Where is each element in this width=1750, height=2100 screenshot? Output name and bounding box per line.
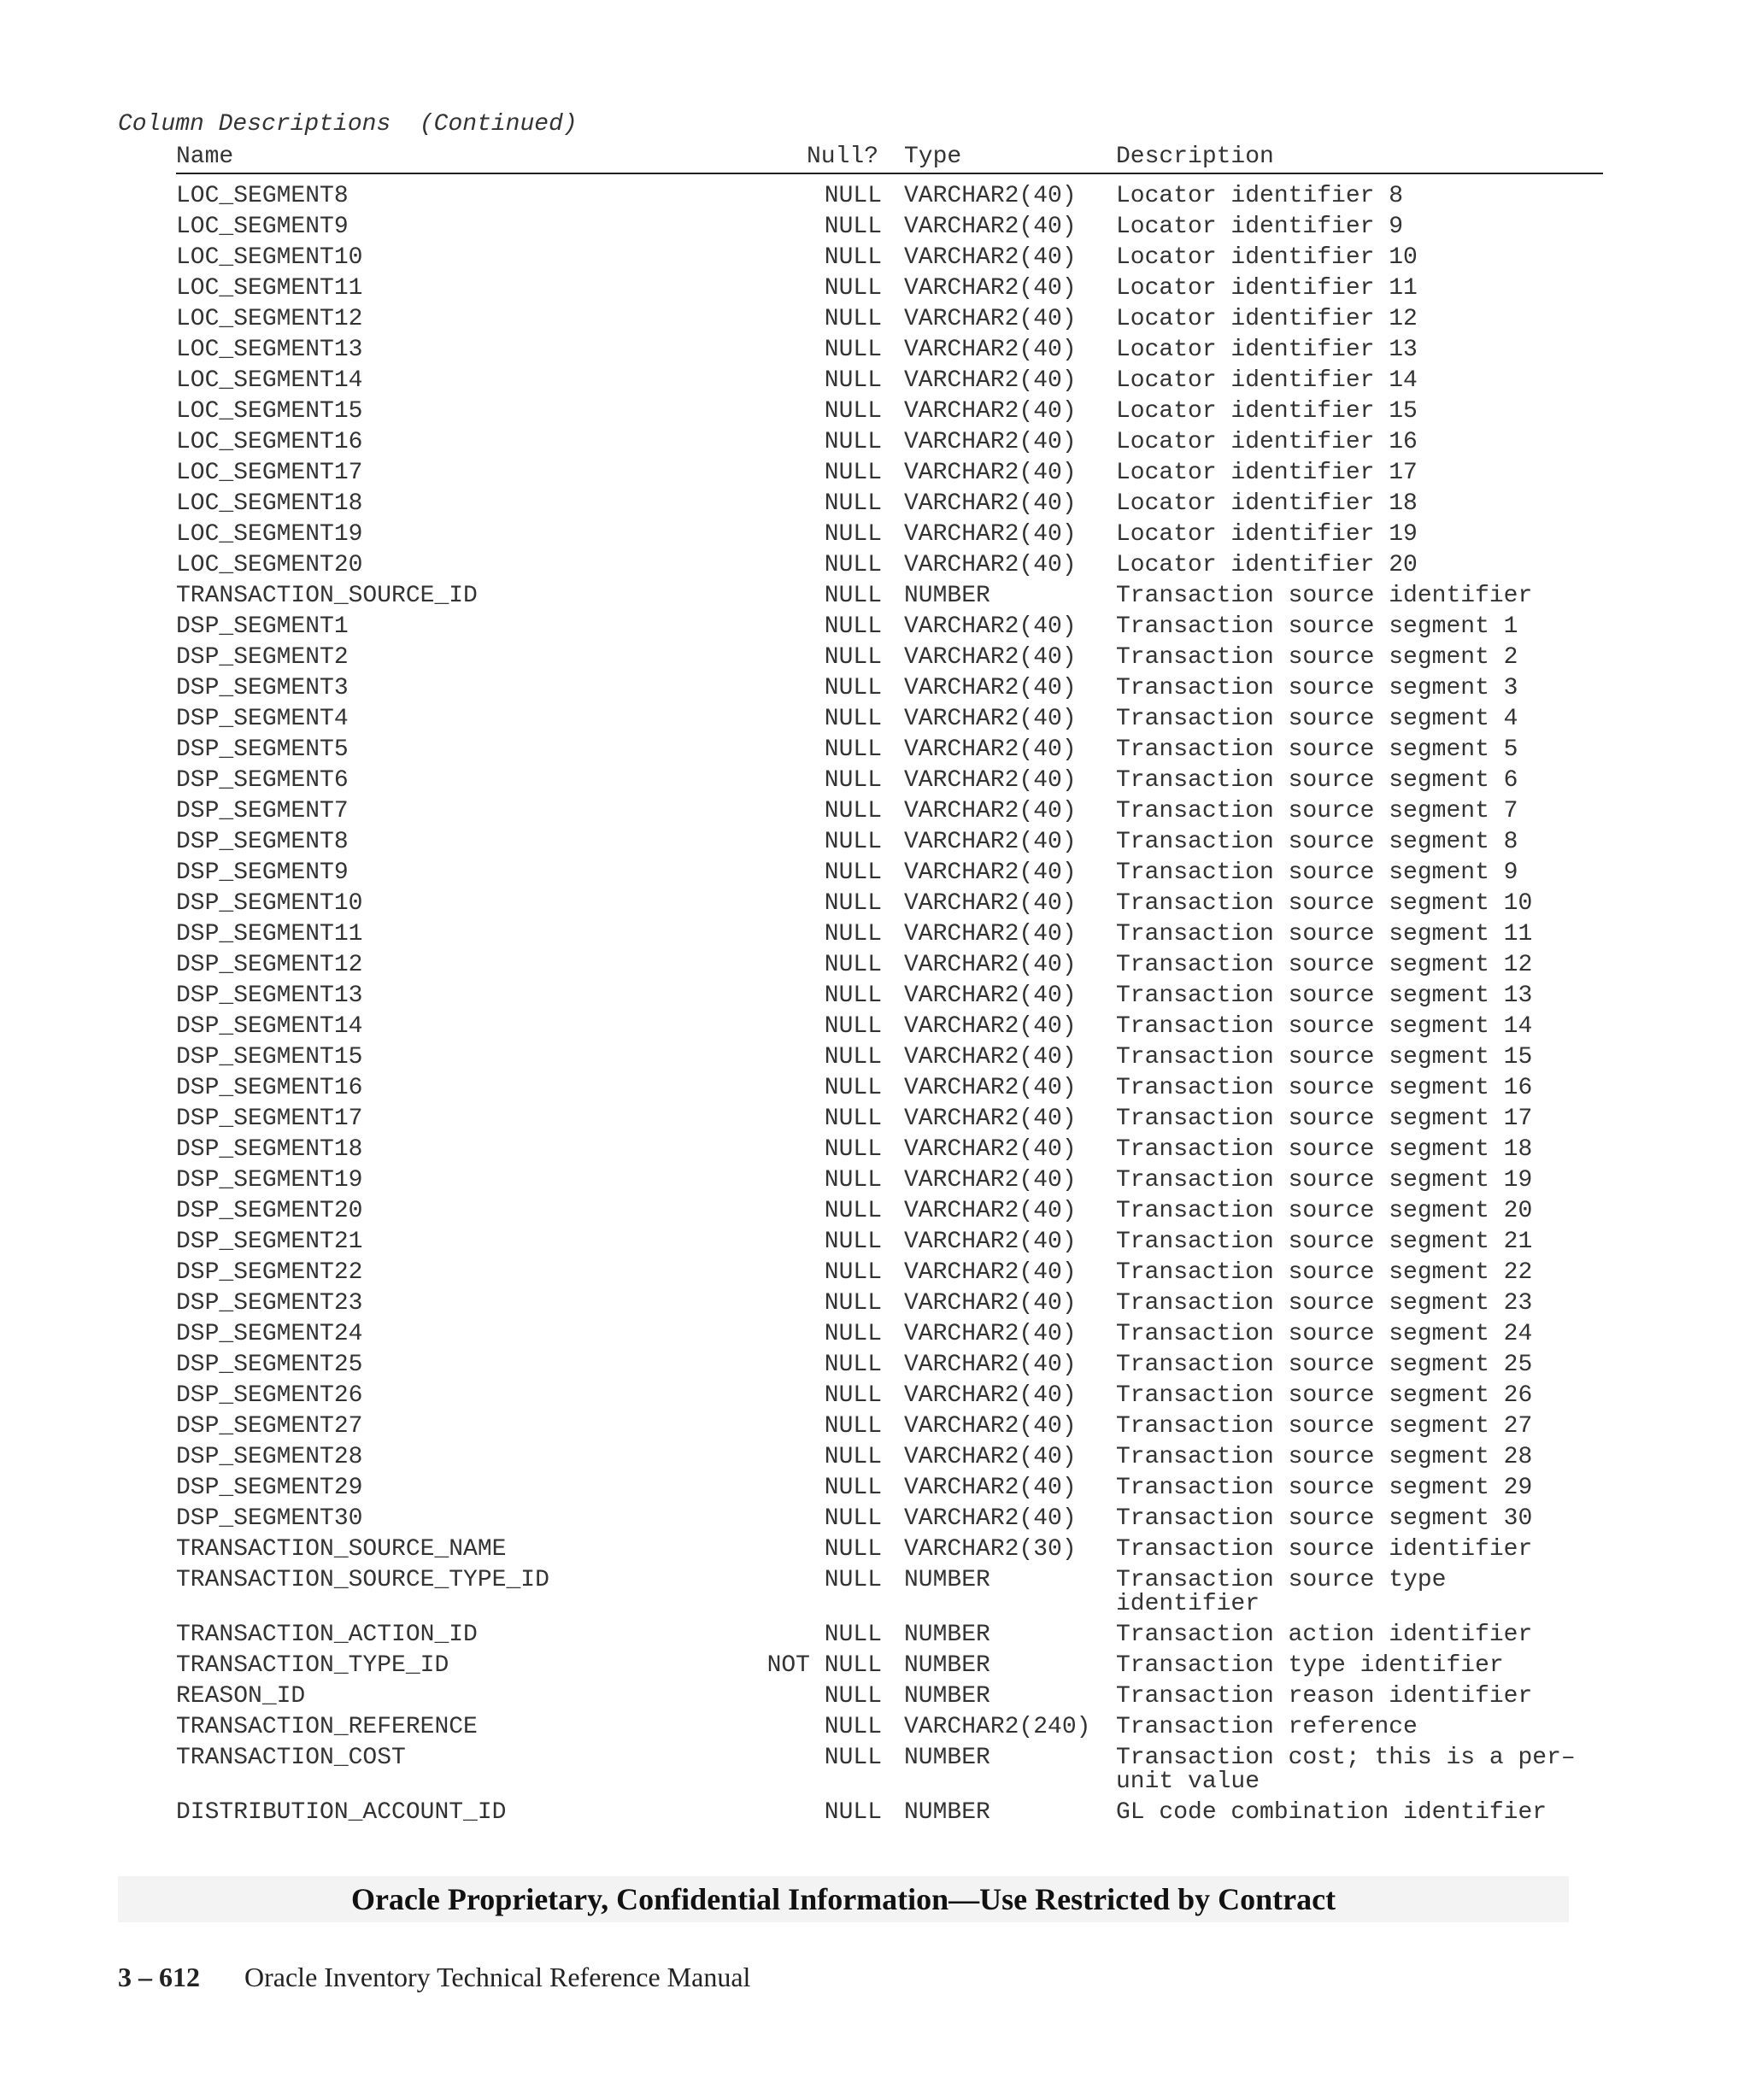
column-name-cell: LOC_SEGMENT12 <box>176 306 363 332</box>
description-cell: Transaction source segment 14 <box>1116 1013 1533 1040</box>
table-row <box>176 1446 1603 1476</box>
table-row <box>176 615 1603 646</box>
table-row <box>176 1138 1603 1169</box>
type-cell: VARCHAR2(40) <box>904 675 1077 701</box>
table-row <box>176 215 1603 246</box>
null-cell: NULL <box>824 367 882 394</box>
description-cell: Transaction source segment 10 <box>1116 890 1533 917</box>
column-name-cell: LOC_SEGMENT16 <box>176 429 363 455</box>
column-name-cell: DSP_SEGMENT11 <box>176 921 363 947</box>
null-cell: NULL <box>824 829 882 855</box>
type-cell: VARCHAR2(40) <box>904 429 1077 455</box>
column-name-cell: TRANSACTION_SOURCE_ID <box>176 583 478 609</box>
description-cell: GL code combination identifier <box>1116 1799 1547 1826</box>
type-cell: VARCHAR2(40) <box>904 736 1077 763</box>
confidentiality-banner <box>118 1876 1569 1922</box>
column-name-cell: DSP_SEGMENT24 <box>176 1321 363 1347</box>
column-name-cell: DSP_SEGMENT10 <box>176 890 363 917</box>
table-row <box>176 677 1603 707</box>
table-row <box>176 400 1603 431</box>
table-row <box>176 1569 1603 1623</box>
table-row <box>176 554 1603 584</box>
type-cell: VARCHAR2(40) <box>904 367 1077 394</box>
description-cell: Transaction source segment 19 <box>1116 1167 1533 1194</box>
description-cell: Transaction source type identifier <box>1116 1567 1447 1617</box>
type-cell: VARCHAR2(40) <box>904 798 1077 824</box>
null-cell: NULL <box>824 1505 882 1532</box>
description-cell: Locator identifier 10 <box>1116 244 1418 271</box>
table-row <box>176 1507 1603 1538</box>
description-cell: Locator identifier 18 <box>1116 490 1418 517</box>
type-cell: VARCHAR2(40) <box>904 1321 1077 1347</box>
column-name-cell: DSP_SEGMENT21 <box>176 1229 363 1255</box>
table-row <box>176 584 1603 615</box>
description-cell: Transaction source segment 17 <box>1116 1106 1533 1132</box>
description-cell: Transaction type identifier <box>1116 1652 1504 1679</box>
type-cell: VARCHAR2(40) <box>904 890 1077 917</box>
column-name-cell: LOC_SEGMENT13 <box>176 337 363 363</box>
table-row <box>176 461 1603 492</box>
null-cell: NULL <box>824 244 882 271</box>
description-cell: Locator identifier 16 <box>1116 429 1418 455</box>
description-cell: Transaction source segment 5 <box>1116 736 1518 763</box>
type-cell: VARCHAR2(40) <box>904 829 1077 855</box>
type-cell: VARCHAR2(40) <box>904 552 1077 578</box>
table-row <box>176 1685 1603 1716</box>
null-cell: NULL <box>824 1136 882 1163</box>
column-name-cell: LOC_SEGMENT19 <box>176 521 363 548</box>
type-cell: VARCHAR2(40) <box>904 1290 1077 1317</box>
null-cell: NULL <box>824 1683 882 1710</box>
table-row <box>176 1230 1603 1261</box>
null-cell: NULL <box>824 859 882 886</box>
table-row <box>176 1716 1603 1746</box>
table-row <box>176 1353 1603 1384</box>
column-descriptions-table <box>176 185 1603 1832</box>
description-cell: Transaction source segment 21 <box>1116 1229 1533 1255</box>
column-name-cell: LOC_SEGMENT8 <box>176 183 349 209</box>
description-cell: Transaction source segment 25 <box>1116 1352 1533 1378</box>
description-cell: Transaction source segment 30 <box>1116 1505 1533 1532</box>
table-row <box>176 185 1603 215</box>
null-cell: NULL <box>824 306 882 332</box>
description-cell: Locator identifier 13 <box>1116 337 1418 363</box>
table-row <box>176 1801 1603 1832</box>
type-cell: VARCHAR2(40) <box>904 983 1077 1009</box>
type-cell: VARCHAR2(40) <box>904 398 1077 425</box>
description-cell: Transaction cost; this is a per–unit value <box>1116 1745 1576 1795</box>
type-cell: VARCHAR2(40) <box>904 1044 1077 1071</box>
column-name-cell: LOC_SEGMENT14 <box>176 367 363 394</box>
table-row <box>176 369 1603 400</box>
description-cell: Locator identifier 17 <box>1116 460 1418 486</box>
type-cell: VARCHAR2(40) <box>904 183 1077 209</box>
column-name-cell: DSP_SEGMENT18 <box>176 1136 363 1163</box>
table-row <box>176 984 1603 1015</box>
column-name-cell: DSP_SEGMENT25 <box>176 1352 363 1378</box>
description-cell: Transaction source segment 3 <box>1116 675 1518 701</box>
type-cell: NUMBER <box>904 583 990 609</box>
column-name-cell: TRANSACTION_ACTION_ID <box>176 1622 478 1648</box>
column-name-cell: DSP_SEGMENT3 <box>176 675 349 701</box>
type-cell: VARCHAR2(40) <box>904 306 1077 332</box>
null-cell: NOT NULL <box>766 1652 882 1679</box>
type-cell: VARCHAR2(40) <box>904 275 1077 302</box>
null-cell: NULL <box>824 1536 882 1563</box>
null-cell: NULL <box>824 1475 882 1501</box>
null-cell: NULL <box>824 613 882 640</box>
null-cell: NULL <box>824 706 882 732</box>
type-cell: VARCHAR2(40) <box>904 1259 1077 1286</box>
table-row <box>176 308 1603 338</box>
null-cell: NULL <box>824 1622 882 1648</box>
column-name-cell: DISTRIBUTION_ACCOUNT_ID <box>176 1799 507 1826</box>
column-name-cell: DSP_SEGMENT6 <box>176 767 349 794</box>
type-cell: VARCHAR2(40) <box>904 1475 1077 1501</box>
description-cell: Locator identifier 9 <box>1116 214 1404 240</box>
column-name-cell: DSP_SEGMENT5 <box>176 736 349 763</box>
null-cell: NULL <box>824 337 882 363</box>
column-name-cell: LOC_SEGMENT18 <box>176 490 363 517</box>
description-cell: Transaction source segment 18 <box>1116 1136 1533 1163</box>
table-row <box>176 800 1603 830</box>
null-cell: NULL <box>824 1198 882 1224</box>
type-cell: VARCHAR2(40) <box>904 1382 1077 1409</box>
type-cell: VARCHAR2(40) <box>904 214 1077 240</box>
column-name-cell: LOC_SEGMENT20 <box>176 552 363 578</box>
type-cell: VARCHAR2(40) <box>904 644 1077 671</box>
table-row <box>176 861 1603 892</box>
description-cell: Transaction source segment 28 <box>1116 1444 1533 1470</box>
table-row <box>176 1654 1603 1685</box>
column-name-cell: LOC_SEGMENT15 <box>176 398 363 425</box>
table-row <box>176 1200 1603 1230</box>
null-cell: NULL <box>824 952 882 978</box>
type-cell: NUMBER <box>904 1567 990 1593</box>
null-cell: NULL <box>824 1321 882 1347</box>
header-name: Name <box>176 144 234 170</box>
column-name-cell: DSP_SEGMENT4 <box>176 706 349 732</box>
description-cell: Transaction source segment 29 <box>1116 1475 1533 1501</box>
table-row <box>176 338 1603 369</box>
null-cell: NULL <box>824 1290 882 1317</box>
column-name-cell: TRANSACTION_REFERENCE <box>176 1714 478 1740</box>
column-name-cell: DSP_SEGMENT1 <box>176 613 349 640</box>
description-cell: Transaction source segment 9 <box>1116 859 1518 886</box>
null-cell: NULL <box>824 1382 882 1409</box>
column-name-cell: DSP_SEGMENT14 <box>176 1013 363 1040</box>
column-name-cell: LOC_SEGMENT11 <box>176 275 363 302</box>
type-cell: VARCHAR2(40) <box>904 859 1077 886</box>
description-cell: Transaction source segment 8 <box>1116 829 1518 855</box>
null-cell: NULL <box>824 429 882 455</box>
table-row <box>176 1076 1603 1107</box>
null-cell: NULL <box>824 1167 882 1194</box>
description-cell: Transaction source segment 4 <box>1116 706 1518 732</box>
null-cell: NULL <box>824 1044 882 1071</box>
null-cell: NULL <box>824 460 882 486</box>
description-cell: Locator identifier 12 <box>1116 306 1418 332</box>
type-cell: VARCHAR2(40) <box>904 1444 1077 1470</box>
type-cell: VARCHAR2(40) <box>904 1075 1077 1101</box>
null-cell: NULL <box>824 490 882 517</box>
table-row <box>176 1015 1603 1046</box>
description-cell: Transaction reason identifier <box>1116 1683 1533 1710</box>
column-name-cell: DSP_SEGMENT2 <box>176 644 349 671</box>
type-cell: NUMBER <box>904 1683 990 1710</box>
null-cell: NULL <box>824 1106 882 1132</box>
table-row <box>176 1384 1603 1415</box>
table-row <box>176 1323 1603 1353</box>
column-name-cell: TRANSACTION_SOURCE_NAME <box>176 1536 507 1563</box>
table-row <box>176 707 1603 738</box>
description-cell: Transaction source segment 16 <box>1116 1075 1533 1101</box>
table-row <box>176 646 1603 677</box>
null-cell: NULL <box>824 1013 882 1040</box>
description-cell: Transaction source segment 6 <box>1116 767 1518 794</box>
column-name-cell: DSP_SEGMENT26 <box>176 1382 363 1409</box>
type-cell: VARCHAR2(30) <box>904 1536 1077 1563</box>
column-name-cell: TRANSACTION_COST <box>176 1745 406 1771</box>
description-cell: Transaction source segment 24 <box>1116 1321 1533 1347</box>
null-cell: NULL <box>824 890 882 917</box>
null-cell: NULL <box>824 1799 882 1826</box>
description-cell: Transaction source segment 7 <box>1116 798 1518 824</box>
column-name-cell: DSP_SEGMENT29 <box>176 1475 363 1501</box>
description-cell: Transaction source segment 13 <box>1116 983 1533 1009</box>
null-cell: NULL <box>824 183 882 209</box>
table-row <box>176 892 1603 923</box>
manual-title: Oracle Inventory Technical Reference Manual <box>244 1962 751 1992</box>
type-cell: VARCHAR2(40) <box>904 460 1077 486</box>
type-cell: VARCHAR2(40) <box>904 1106 1077 1132</box>
column-name-cell: DSP_SEGMENT17 <box>176 1106 363 1132</box>
type-cell: VARCHAR2(40) <box>904 767 1077 794</box>
description-cell: Locator identifier 11 <box>1116 275 1418 302</box>
column-name-cell: DSP_SEGMENT27 <box>176 1413 363 1440</box>
table-row <box>176 1292 1603 1323</box>
column-name-cell: DSP_SEGMENT19 <box>176 1167 363 1194</box>
description-cell: Transaction source identifier <box>1116 583 1533 609</box>
type-cell: VARCHAR2(40) <box>904 1013 1077 1040</box>
description-cell: Transaction source segment 27 <box>1116 1413 1533 1440</box>
null-cell: NULL <box>824 398 882 425</box>
null-cell: NULL <box>824 1444 882 1470</box>
table-row <box>176 246 1603 277</box>
column-name-cell: TRANSACTION_SOURCE_TYPE_ID <box>176 1567 549 1593</box>
type-cell: VARCHAR2(40) <box>904 952 1077 978</box>
column-name-cell: DSP_SEGMENT9 <box>176 859 349 886</box>
column-name-cell: DSP_SEGMENT20 <box>176 1198 363 1224</box>
type-cell: VARCHAR2(40) <box>904 1167 1077 1194</box>
type-cell: VARCHAR2(40) <box>904 1505 1077 1532</box>
table-row <box>176 1169 1603 1200</box>
description-cell: Transaction source segment 11 <box>1116 921 1533 947</box>
type-cell: VARCHAR2(40) <box>904 1352 1077 1378</box>
table-row <box>176 1261 1603 1292</box>
section-caption: Column Descriptions (Continued) <box>118 111 578 138</box>
null-cell: NULL <box>824 1714 882 1740</box>
description-cell: Transaction source identifier <box>1116 1536 1533 1563</box>
description-cell: Locator identifier 8 <box>1116 183 1404 209</box>
table-row <box>176 1476 1603 1507</box>
column-name-cell: LOC_SEGMENT10 <box>176 244 363 271</box>
table-row <box>176 277 1603 308</box>
description-cell: Transaction source segment 12 <box>1116 952 1533 978</box>
table-row <box>176 523 1603 554</box>
table-row <box>176 738 1603 769</box>
null-cell: NULL <box>824 1352 882 1378</box>
column-name-cell: LOC_SEGMENT9 <box>176 214 349 240</box>
null-cell: NULL <box>824 1413 882 1440</box>
header-null: Null? <box>807 144 879 170</box>
description-cell: Transaction source segment 20 <box>1116 1198 1533 1224</box>
type-cell: VARCHAR2(40) <box>904 1413 1077 1440</box>
null-cell: NULL <box>824 736 882 763</box>
column-name-cell: DSP_SEGMENT7 <box>176 798 349 824</box>
null-cell: NULL <box>824 675 882 701</box>
type-cell: NUMBER <box>904 1799 990 1826</box>
column-name-cell: TRANSACTION_TYPE_ID <box>176 1652 449 1679</box>
column-name-cell: DSP_SEGMENT23 <box>176 1290 363 1317</box>
description-cell: Transaction source segment 1 <box>1116 613 1518 640</box>
description-cell: Transaction action identifier <box>1116 1622 1533 1648</box>
type-cell: VARCHAR2(40) <box>904 1198 1077 1224</box>
header-type: Type <box>904 144 962 170</box>
table-row <box>176 1046 1603 1076</box>
type-cell: VARCHAR2(40) <box>904 337 1077 363</box>
null-cell: NULL <box>824 767 882 794</box>
type-cell: VARCHAR2(40) <box>904 521 1077 548</box>
column-name-cell: DSP_SEGMENT16 <box>176 1075 363 1101</box>
description-cell: Locator identifier 15 <box>1116 398 1418 425</box>
null-cell: NULL <box>824 1229 882 1255</box>
null-cell: NULL <box>824 798 882 824</box>
header-description: Description <box>1116 144 1274 170</box>
type-cell: VARCHAR2(40) <box>904 244 1077 271</box>
page-footer <box>118 1962 750 1993</box>
type-cell: VARCHAR2(40) <box>904 1229 1077 1255</box>
table-row <box>176 431 1603 461</box>
null-cell: NULL <box>824 983 882 1009</box>
description-cell: Transaction source segment 2 <box>1116 644 1518 671</box>
column-name-cell: DSP_SEGMENT30 <box>176 1505 363 1532</box>
column-name-cell: DSP_SEGMENT12 <box>176 952 363 978</box>
description-cell: Transaction source segment 26 <box>1116 1382 1533 1409</box>
table-header <box>176 144 1603 174</box>
description-cell: Locator identifier 19 <box>1116 521 1418 548</box>
null-cell: NULL <box>824 552 882 578</box>
description-cell: Transaction source segment 23 <box>1116 1290 1533 1317</box>
column-name-cell: DSP_SEGMENT28 <box>176 1444 363 1470</box>
table-row <box>176 1107 1603 1138</box>
column-name-cell: DSP_SEGMENT8 <box>176 829 349 855</box>
table-row <box>176 769 1603 800</box>
type-cell: VARCHAR2(40) <box>904 613 1077 640</box>
description-cell: Transaction reference <box>1116 1714 1418 1740</box>
null-cell: NULL <box>824 1075 882 1101</box>
description-cell: Transaction source segment 22 <box>1116 1259 1533 1286</box>
null-cell: NULL <box>824 521 882 548</box>
type-cell: VARCHAR2(40) <box>904 921 1077 947</box>
table-row <box>176 1623 1603 1654</box>
null-cell: NULL <box>824 1745 882 1771</box>
description-cell: Transaction source segment 15 <box>1116 1044 1533 1071</box>
null-cell: NULL <box>824 214 882 240</box>
type-cell: NUMBER <box>904 1745 990 1771</box>
column-name-cell: LOC_SEGMENT17 <box>176 460 363 486</box>
page-number: 3 – 612 <box>118 1962 200 1992</box>
table-row <box>176 492 1603 523</box>
type-cell: NUMBER <box>904 1622 990 1648</box>
type-cell: NUMBER <box>904 1652 990 1679</box>
type-cell: VARCHAR2(240) <box>904 1714 1091 1740</box>
null-cell: NULL <box>824 1259 882 1286</box>
table-row <box>176 1746 1603 1801</box>
null-cell: NULL <box>824 583 882 609</box>
column-name-cell: DSP_SEGMENT22 <box>176 1259 363 1286</box>
null-cell: NULL <box>824 644 882 671</box>
table-row <box>176 923 1603 953</box>
column-name-cell: DSP_SEGMENT15 <box>176 1044 363 1071</box>
table-row <box>176 1538 1603 1569</box>
description-cell: Locator identifier 20 <box>1116 552 1418 578</box>
column-name-cell: DSP_SEGMENT13 <box>176 983 363 1009</box>
table-row <box>176 953 1603 984</box>
description-cell: Locator identifier 14 <box>1116 367 1418 394</box>
null-cell: NULL <box>824 1567 882 1593</box>
null-cell: NULL <box>824 275 882 302</box>
type-cell: VARCHAR2(40) <box>904 490 1077 517</box>
column-name-cell: REASON_ID <box>176 1683 306 1710</box>
type-cell: VARCHAR2(40) <box>904 706 1077 732</box>
null-cell: NULL <box>824 921 882 947</box>
table-row <box>176 1415 1603 1446</box>
table-row <box>176 830 1603 861</box>
confidentiality-text: Oracle Proprietary, Confidential Information––Use Restricted by Contract <box>350 1882 1336 1916</box>
type-cell: VARCHAR2(40) <box>904 1136 1077 1163</box>
